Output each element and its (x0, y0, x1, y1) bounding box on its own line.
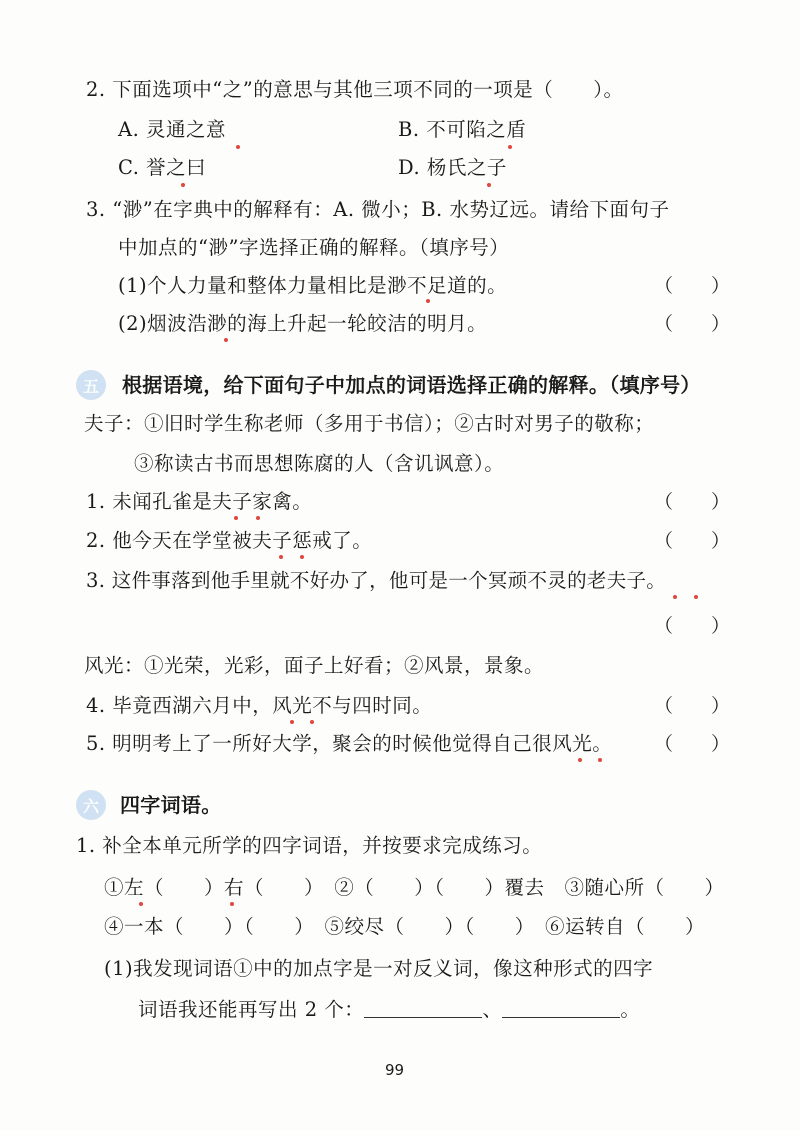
answer-paren[interactable]: （ ） (654, 313, 731, 335)
q2-option-d: D. 杨氏之子 (398, 156, 507, 179)
s6-sub1-separator: 、 (482, 998, 503, 1021)
s5-item-3: 3. 这件事落到他手里就不好办了，他可是一个冥顽不灵的老夫子。 (86, 569, 667, 592)
definition-fuzi-line2: ③称读古书而思想陈腐的人（含讥讽意）。 (134, 452, 505, 475)
emphasis-dot (578, 758, 582, 762)
emphasis-dot (224, 338, 228, 342)
emphasis-dot (181, 183, 185, 187)
emphasis-dot (230, 902, 234, 906)
answer-blank-1[interactable] (364, 997, 482, 1018)
s5-item-2: 2. 他今天在学堂被夫子惩戒了。 (86, 529, 373, 552)
s6-sub1-line1: (1)我发现词语①中的加点字是一对反义词，像这种形式的四字 (104, 957, 654, 980)
s6-sub1-line2 (138, 996, 640, 1024)
emphasis-dot (487, 183, 491, 187)
q3-sentence-1: (1)个人力量和整体力量相比是渺不足道的。 (118, 274, 508, 297)
s6-question-1: 1. 补全本单元所学的四字词语，并按要求完成练习。 (76, 834, 543, 857)
definition-fuzi-line1: 夫子：①旧时学生称老师（多用于书信）；②古时对男子的敬称； (84, 412, 655, 435)
s5-item-5: 5. 明明考上了一所好大学，聚会的时候他觉得自己很风光。 (86, 732, 613, 755)
answer-paren[interactable]: （ ） (654, 491, 731, 513)
q3-line2: 中加点的“渺”字选择正确的解释。（填序号） (118, 236, 510, 259)
q2-option-b: B. 不可陷之盾 (398, 118, 527, 141)
section-6-badge: 六 (76, 790, 106, 820)
emphasis-dot (236, 145, 240, 149)
q3-line1: 3. “渺”在字典中的解释有：A. 微小；B. 水势辽远。请给下面句子 (86, 198, 670, 221)
section-5-badge: 五 (76, 370, 106, 400)
s5-item-1: 1. 未闻孔雀是夫子家禽。 (86, 490, 313, 513)
answer-paren[interactable]: （ ） (654, 615, 731, 637)
emphasis-dot (694, 595, 698, 599)
answer-blank-2[interactable] (502, 997, 620, 1018)
s6-sub1-end: 。 (620, 998, 641, 1021)
emphasis-dot (234, 516, 238, 520)
section-5-title: 根据语境，给下面句子中加点的词语选择正确的解释。（填序号） (122, 373, 701, 397)
q3-sentence-2: (2)烟波浩渺的海上升起一轮皎洁的明月。 (118, 312, 488, 335)
page-number: 99 (385, 1061, 405, 1079)
answer-paren[interactable]: （ ） (654, 695, 731, 717)
emphasis-dot (256, 516, 260, 520)
q2-stem: 2. 下面选项中“之”的意思与其他三项不同的一项是（ ）。 (86, 78, 624, 101)
definition-fengguang: 风光：①光荣，光彩，面子上好看；②风景，景象。 (84, 654, 545, 677)
answer-paren[interactable]: （ ） (654, 275, 731, 297)
emphasis-dot (300, 555, 304, 559)
answer-paren[interactable]: （ ） (654, 733, 731, 755)
s6-words-row-2[interactable]: ④一本（ ）（ ） ⑤绞尽（ ）（ ） ⑥运转自（ ） (104, 915, 706, 938)
answer-paren[interactable]: （ ） (654, 530, 731, 552)
emphasis-dot (426, 299, 430, 303)
q2-option-a: A. 灵通之意 (118, 118, 226, 141)
emphasis-dot (508, 145, 512, 149)
s6-words-row-1[interactable]: ①左（ ）右（ ） ②（ ）（ ）覆去 ③随心所（ ） (104, 876, 725, 899)
s5-item-4: 4. 毕竟西湖六月中，风光不与四时同。 (86, 694, 433, 717)
emphasis-dot (310, 720, 314, 724)
emphasis-dot (290, 720, 294, 724)
section-6-title: 四字词语。 (120, 793, 222, 817)
emphasis-dot (279, 555, 283, 559)
emphasis-dot (139, 902, 143, 906)
s6-sub1-prefix: 词语我还能再写出 2 个： (138, 998, 365, 1021)
q2-option-c: C. 誉之曰 (118, 156, 207, 179)
emphasis-dot (598, 758, 602, 762)
emphasis-dot (673, 595, 677, 599)
